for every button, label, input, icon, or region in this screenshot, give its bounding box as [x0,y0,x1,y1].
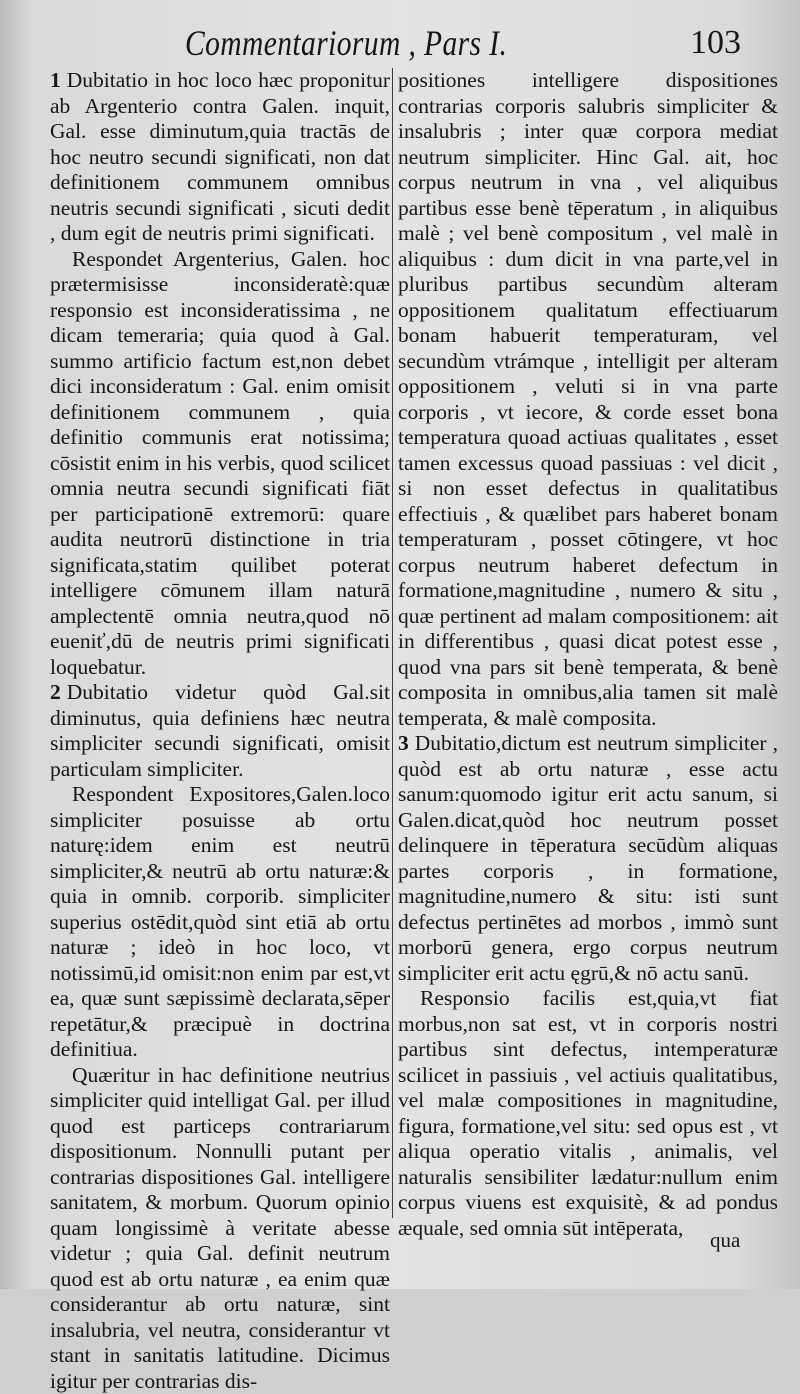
section-number: 2 [50,680,61,704]
paragraph [50,68,390,247]
section-number: 1 [50,68,61,92]
paragraph: Respondet Argenterius, Galen. hoc prætermisisse inconsideratè:quæ responsio est inconsideratissima , ne dicam temeraria; quia quod à Gal. summo artificio factum est,non debet dici inconsideratum : Gal. enim omisit definitionem communem , quia definitio communis erat notissima; cōsistit enim in his verbis, quod scilicet omnia neutra secundi significati fiāt per participationē extremorū: quare audita neutrorū distinctione in tria significata,statim quilibet poterat intelligere cōmunem illam naturā amplectentē omnia neutra,quod nō eueniť,dū de neutris primi significati loquebatur. [50,247,390,681]
paragraph: Responsio facilis est,quia,vt fiat morbus,non sat est, vt in corporis nostri partibus sint defectus, intemperaturæ scilicet in passiuis , vel actiuis qualitatibus, vel malæ compositiones in magnitudine, figura, formatione,vel situ: sed opus est , vt aliqua operatio vitalis , animalis, vel naturalis sensibiliter lædatur:nullum enim corpus viuens est exquisitè, & ad pondus æquale, sed omnia sūt intēperata, [398,986,778,1241]
paragraph: positiones intelligere dispositiones contrarias corporis salubris simpliciter & insalubris ; inter quæ corpora mediat neutrum simpliciter. Hinc Gal. ait, hoc corpus neutrum in vna , vel aliquibus partibus esse benè tēperatum , in aliquibus malè ; vel benè compositum , vel malè in aliquibus : dum dicit in vna parte,vel in pluribus partibus secundùm alteram oppositionem qualitatum effectiuarum bonam habuerit temperaturam, vel secundùm vtrámque , intelligit per alteram oppositionem , veluti si in vna parte corporis , vt iecore, & corde esset bona temperatura quoad actiuas qualitates , esset tamen excessus quoad passiuas : vel dicit , si non esset defectus in qualitatibus effectiuis , & quælibet pars haberet bonam temperaturam , posset cōtingere, vt hoc corpus neutrum haberet defectum in formatione,magnitudine , numero & situ , quæ pertinent ad malam compositionem: ait in differentibus , quasi dicat potest esse , quod vna pars sit benè temperata, & benè composita in omnibus,alia tamen sit malè temperata, & malè composita. [398,68,778,731]
paragraph: Quæritur in hac definitione neutrius simpliciter quid intelligat Gal. per illud quod est particeps contrariarum dispositionum. Nonnulli putant per contrarias dispositiones Gal. intelligere sanitatem, & morbum. Quorum opinio quam longissimè à veritate abesse videtur ; quia Gal. definit neutrum quod est ab ortu naturæ , ea enim quæ considerantur ab ortu naturæ, sint insalubria, vel neutra, considerantur vt stant in sanitatis latitudine. Dicimus igitur per contrarias dis- [50,1063,390,1394]
section-number: 3 [398,731,409,755]
paragraph [398,731,778,986]
catchword: qua [710,1228,740,1253]
paragraph-text: Dubitatio in hoc loco hæc proponitur ab Argenterio contra Galen. inquit, Gal. esse diminutum,quia tractās de hoc neutro secundi significati, non dat definitionem communem omnibus neutris secundi significati , sicuti dedit , dum egit de neutris primi significati. [50,68,390,245]
page-number: 103 [690,24,741,62]
left-column [50,68,390,1278]
running-title: Commentariorum , Pars I. [185,22,507,64]
paragraph-text: Dubitatio videtur quòd Gal.sit diminutus, quia definiens hæc neutra simpliciter secundi significati, omisit particulam simpliciter. [50,680,390,781]
text-columns [50,68,785,1278]
right-column [398,68,778,1278]
paragraph-text: Dubitatio,dictum est neutrum simpliciter , quòd est ab ortu naturæ , esse actu sanum:quomodo igitur erit actu sanum, si Galen.dicat,quòd hoc neutrum posset delinquere in tēperatura secūdùm aliquas partes corporis , in formatione, magnitudine,numero & situ: isti sunt defectus pertinētes ad morbos , immò sunt morborū genera, ergo corpus neutrum simpliciter erit actu ęgrū,& nō actu sanū. [398,731,778,985]
page-header [0,18,800,68]
paragraph: Respondent Expositores,Galen.loco simpliciter posuisse ab ortu naturę:idem enim est neutrū simpliciter,& neutrū ab ortu naturæ:& quia in omnib. corporib. simpliciter superius ostēdit,quòd sint etiā ab ortu naturæ ; ideò in hoc loco, vt notissimū,id omisit:non enim par est,vt ea, quæ sunt sæpissimè declarata,sēper repetātur,& præcipuè in doctrina definitiua. [50,782,390,1063]
paragraph [50,680,390,782]
